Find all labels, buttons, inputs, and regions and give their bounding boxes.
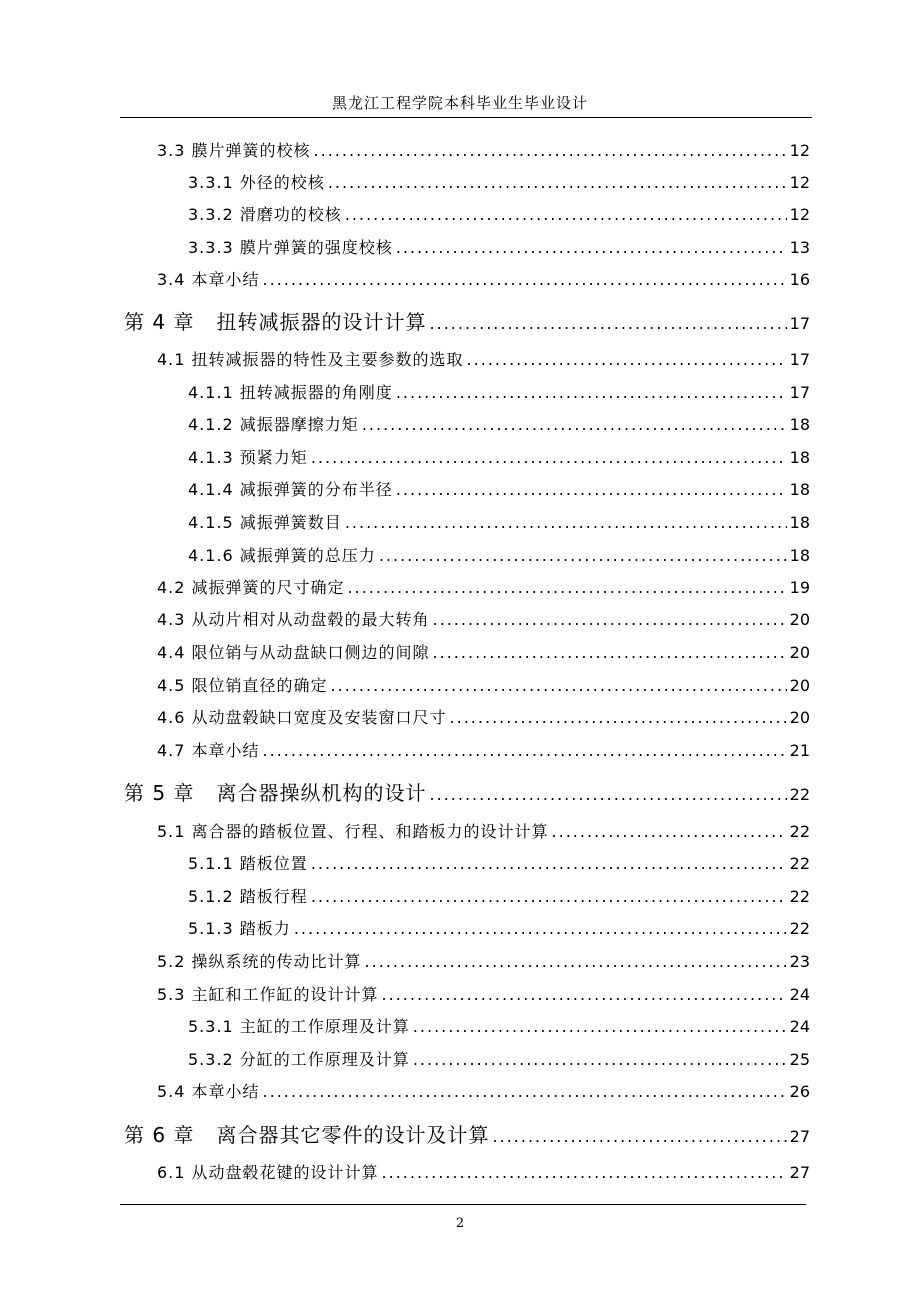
- toc-entry-label: 5.1.1 踏板位置: [188, 854, 308, 873]
- toc-leader-dots: [467, 350, 787, 369]
- toc-leader-dots: [433, 643, 787, 662]
- toc-entry-page: 22: [789, 854, 810, 873]
- toc-entry-label: 4.3 从动片相对从动盘毂的最大转角: [157, 610, 430, 629]
- toc-entry-page: 20: [789, 610, 810, 629]
- toc-entry-page: 27: [789, 1163, 810, 1182]
- toc-entry[interactable]: [188, 543, 810, 567]
- toc-entry-page: 20: [789, 643, 810, 662]
- toc-entry-page: 12: [789, 173, 810, 192]
- toc-entry-label: 第 5 章 离合器操纵机构的设计: [124, 781, 427, 805]
- toc-leader-dots: [362, 415, 787, 434]
- toc-chapter-entry[interactable]: [124, 777, 810, 805]
- footer-rule: [120, 1204, 806, 1205]
- toc-entry-page: 18: [789, 480, 810, 499]
- toc-leader-dots: [396, 480, 787, 499]
- toc-leader-dots: [396, 383, 787, 402]
- toc-entry[interactable]: [157, 267, 810, 291]
- page-number: 2: [455, 1216, 465, 1231]
- toc-chapter-entry[interactable]: [124, 306, 810, 334]
- toc-entry-label: 5.2 操纵系统的传动比计算: [157, 952, 362, 971]
- toc-leader-dots: [263, 1082, 787, 1101]
- toc-leader-dots: [433, 610, 787, 629]
- toc-entry-page: 20: [789, 676, 810, 695]
- toc-entry-label: 4.1.6 减振弹簧的总压力: [188, 546, 376, 565]
- toc-entry-page: 17: [789, 383, 810, 402]
- toc-leader-dots: [294, 919, 787, 938]
- toc-leader-dots: [263, 741, 787, 760]
- toc-entry-label: 4.7 本章小结: [157, 741, 260, 760]
- page-header-title: 黑龙江工程学院本科毕业生毕业设计: [331, 94, 588, 112]
- toc-leader-dots: [311, 448, 787, 467]
- toc-entry[interactable]: [188, 1047, 810, 1071]
- toc-entry-label: 4.2 减振弹簧的尺寸确定: [157, 578, 345, 597]
- toc-entry-label: 3.4 本章小结: [157, 270, 260, 289]
- toc-entry-label: 3.3.2 滑磨功的校核: [188, 205, 342, 224]
- toc-entry-label: 4.1.3 预紧力矩: [188, 448, 308, 467]
- toc-entry[interactable]: [157, 819, 810, 843]
- toc-entry-label: 3.3.3 膜片弹簧的强度校核: [188, 238, 393, 257]
- toc-entry-page: 17: [789, 314, 810, 333]
- toc-leader-dots: [311, 854, 787, 873]
- toc-entry-page: 26: [789, 1082, 810, 1101]
- toc-entry-label: 4.1.1 扭转减振器的角刚度: [188, 383, 393, 402]
- toc-entry-label: 4.6 从动盘毂缺口宽度及安装窗口尺寸: [157, 708, 447, 727]
- toc-entry-label: 3.3 膜片弹簧的校核: [157, 141, 311, 160]
- toc-entry[interactable]: [188, 170, 810, 194]
- toc-entry-label: 3.3.1 外径的校核: [188, 173, 325, 192]
- toc-entry-page: 25: [789, 1050, 810, 1069]
- toc-entry[interactable]: [157, 575, 810, 599]
- toc-entry[interactable]: [157, 673, 810, 697]
- toc-entry-label: 4.5 限位销直径的确定: [157, 676, 328, 695]
- toc-leader-dots: [450, 708, 787, 727]
- toc-leader-dots: [331, 676, 787, 695]
- toc-entry-page: 18: [789, 513, 810, 532]
- toc-entry[interactable]: [157, 607, 810, 631]
- toc-entry-label: 5.4 本章小结: [157, 1082, 260, 1101]
- toc-entry[interactable]: [188, 884, 810, 908]
- toc-leader-dots: [311, 887, 787, 906]
- toc-leader-dots: [345, 513, 787, 532]
- toc-entry[interactable]: [157, 1079, 810, 1103]
- toc-chapter-entry[interactable]: [124, 1119, 810, 1147]
- toc-leader-dots: [382, 985, 787, 1004]
- toc-entry[interactable]: [188, 510, 810, 534]
- toc-entry-page: 18: [789, 448, 810, 467]
- toc-entry[interactable]: [188, 412, 810, 436]
- toc-entry-page: 18: [789, 546, 810, 565]
- toc-leader-dots: [413, 1017, 787, 1036]
- toc-entry-label: 4.4 限位销与从动盘缺口侧边的间隙: [157, 643, 430, 662]
- toc-entry-label: 5.3.2 分缸的工作原理及计算: [188, 1050, 410, 1069]
- toc-entry-page: 22: [789, 919, 810, 938]
- toc-entry-page: 16: [789, 270, 810, 289]
- toc-entry-label: 5.1.3 踏板力: [188, 919, 291, 938]
- toc-entry-page: 22: [789, 785, 810, 804]
- toc-entry[interactable]: [188, 851, 810, 875]
- toc-entry[interactable]: [188, 916, 810, 940]
- toc-leader-dots: [493, 1127, 787, 1146]
- toc-entry-label: 4.1.5 减振弹簧数目: [188, 513, 342, 532]
- toc-leader-dots: [430, 314, 787, 333]
- toc-entry-label: 4.1.4 减振弹簧的分布半径: [188, 480, 393, 499]
- toc-entry-label: 6.1 从动盘毂花键的设计计算: [157, 1163, 379, 1182]
- toc-leader-dots: [382, 1163, 787, 1182]
- toc-entry[interactable]: [157, 640, 810, 664]
- toc-entry[interactable]: [157, 738, 810, 762]
- toc-entry[interactable]: [188, 477, 810, 501]
- toc-entry-page: 12: [789, 141, 810, 160]
- toc-leader-dots: [430, 785, 787, 804]
- toc-entry[interactable]: [157, 347, 810, 371]
- toc-entry-label: 5.3.1 主缸的工作原理及计算: [188, 1017, 410, 1036]
- toc-entry[interactable]: [157, 1160, 810, 1184]
- toc-entry-label: 4.1.2 减振器摩擦力矩: [188, 415, 359, 434]
- toc-entry-page: 24: [789, 1017, 810, 1036]
- toc-leader-dots: [365, 952, 787, 971]
- toc-entry-page: 19: [789, 578, 810, 597]
- toc-entry[interactable]: [157, 949, 810, 973]
- toc-entry[interactable]: [157, 982, 810, 1006]
- toc-entry-page: 20: [789, 708, 810, 727]
- toc-entry[interactable]: [188, 235, 810, 259]
- toc-entry[interactable]: [157, 138, 810, 162]
- toc-leader-dots: [328, 173, 787, 192]
- toc-leader-dots: [413, 1050, 787, 1069]
- toc-entry-label: 5.3 主缸和工作缸的设计计算: [157, 985, 379, 1004]
- toc-entry[interactable]: [188, 1014, 810, 1038]
- toc-entry-page: 22: [789, 887, 810, 906]
- toc-entry-page: 21: [789, 741, 810, 760]
- toc-entry-page: 27: [789, 1127, 810, 1146]
- toc-leader-dots: [348, 578, 787, 597]
- toc-entry[interactable]: [188, 202, 810, 226]
- toc-entry[interactable]: [188, 380, 810, 404]
- toc-entry[interactable]: [188, 445, 810, 469]
- toc-leader-dots: [396, 238, 787, 257]
- toc-entry-page: 18: [789, 415, 810, 434]
- toc-entry-page: 23: [789, 952, 810, 971]
- toc-entry-label: 4.1 扭转减振器的特性及主要参数的选取: [157, 350, 464, 369]
- toc-leader-dots: [379, 546, 787, 565]
- toc-leader-dots: [263, 270, 787, 289]
- toc-entry[interactable]: [157, 705, 810, 729]
- toc-entry-label: 第 4 章 扭转减振器的设计计算: [124, 310, 427, 334]
- toc-entry-page: 13: [789, 238, 810, 257]
- toc-leader-dots: [314, 141, 787, 160]
- toc-entry-page: 24: [789, 985, 810, 1004]
- toc-leader-dots: [345, 205, 787, 224]
- toc-entry-label: 5.1 离合器的踏板位置、行程、和踏板力的设计计算: [157, 822, 549, 841]
- toc-entry-label: 5.1.2 踏板行程: [188, 887, 308, 906]
- toc-entry-page: 17: [789, 350, 810, 369]
- toc-entry-label: 第 6 章 离合器其它零件的设计及计算: [124, 1123, 490, 1147]
- toc-leader-dots: [552, 822, 787, 841]
- toc-entry-page: 12: [789, 205, 810, 224]
- toc-entry-page: 22: [789, 822, 810, 841]
